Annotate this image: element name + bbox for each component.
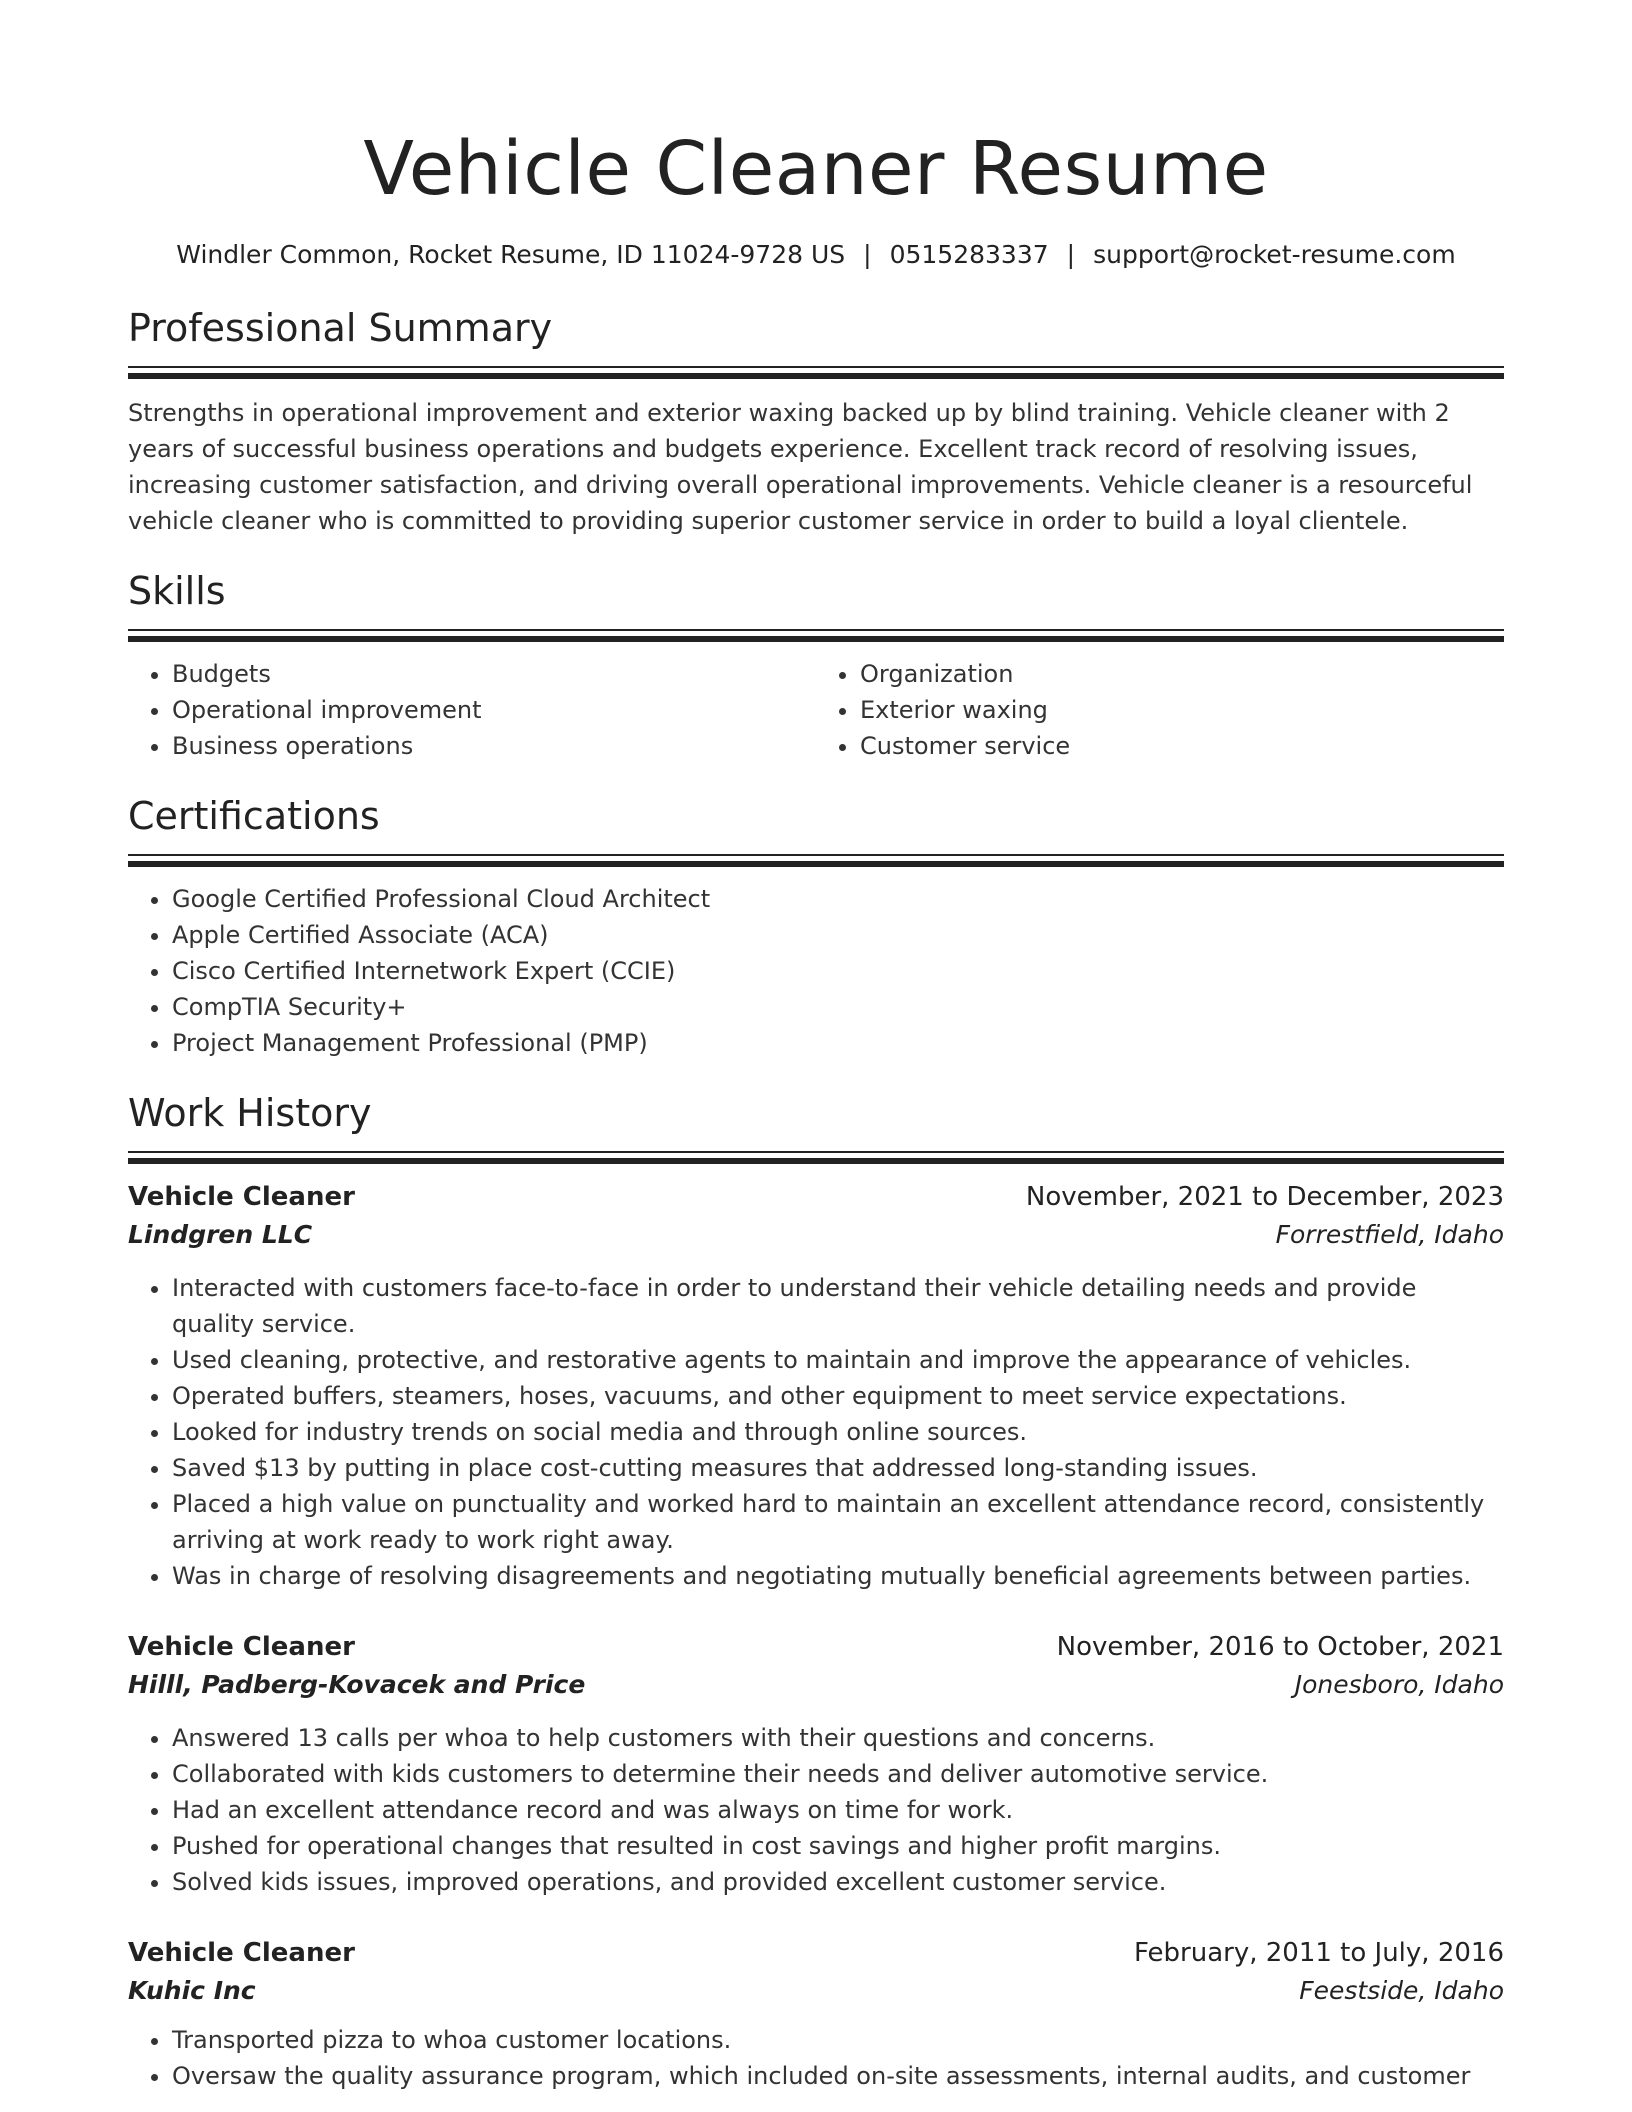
contact-address: Windler Common, Rocket Resume, ID 11024-9728 US [176,240,846,269]
job-entry [128,1628,1504,1900]
job-dates: November, 2016 to October, 2021 [1056,1632,1504,1662]
job-dates: February, 2011 to July, 2016 [1134,1938,1504,1968]
contact-line [128,238,1504,272]
section-divider [128,366,1504,379]
resume-page [128,0,1504,2094]
contact-email: support@rocket-resume.com [1093,240,1456,269]
section-heading-skills: Skills [128,569,226,613]
job-bullet: • Pushed for operational changes that resulted in cost savings and higher profit margins. [172,1828,1504,1864]
job-bullet: • Looked for industry trends on social media and through online sources. [172,1414,1504,1450]
job-bullet: • Used cleaning, protective, and restorative agents to maintain and improve the appearance of vehicles. [172,1342,1504,1378]
certification-item: • Apple Certified Associate (ACA) [172,917,1504,953]
job-bullet: • Operated buffers, steamers, hoses, vacuums, and other equipment to meet service expectations. [172,1378,1504,1414]
job-bullet: • Saved $13 by putting in place cost-cutting measures that addressed long-standing issues. [172,1450,1504,1486]
job-bullet: • Solved kids issues, improved operations, and provided excellent customer service. [172,1864,1504,1900]
contact-phone: 0515283337 [889,240,1049,269]
job-entry [128,1934,1504,2094]
job-bullet: • Transported pizza to whoa customer locations. [172,2022,1504,2058]
job-bullet: • Answered 13 calls per whoa to help customers with their questions and concerns. [172,1720,1504,1756]
section-heading-work-history: Work History [128,1091,372,1135]
job-bullet-list [128,1720,1504,1900]
summary-section [128,304,1504,539]
certification-item: • Google Certified Professional Cloud Architect [172,881,1504,917]
job-bullet: • Oversaw the quality assurance program, which included on-site assessments, internal audits, and customer [172,2058,1504,2094]
job-bullet: • Placed a high value on punctuality and worked hard to maintain an excellent attendance record, consistently arriving at work ready to work right away. [172,1486,1504,1558]
job-location: Forrestfield, Idaho [1275,1220,1504,1249]
contact-separator: | [1066,240,1076,269]
job-company: Hilll, Padberg-Kovacek and Price [128,1670,586,1699]
work-history-section [128,1089,1504,2094]
job-entry [128,1178,1504,1594]
summary-text: Strengths in operational improvement and exterior waxing backed up by blind training. Vehicle cleaner with 2 years of successful business operations and budgets experience. Excellent track record of resolving issues, increasing customer satisfaction, and driving overall operational improvements. Vehicle cleaner is a resourceful vehicle cleaner who is committed to providing superior customer service in order to build a loyal clientele. [128,399,1473,535]
job-location: Jonesboro, Idaho [1294,1670,1504,1699]
job-bullet-list [128,1270,1504,1594]
section-divider [128,854,1504,867]
certification-item: • Cisco Certified Internetwork Expert (CCIE) [172,953,1504,989]
section-heading-summary: Professional Summary [128,306,553,350]
job-bullet: • Collaborated with kids customers to determine their needs and deliver automotive service. [172,1756,1504,1792]
resume-title: Vehicle Cleaner Resume [363,126,1269,212]
job-bullet: • Interacted with customers face-to-face in order to understand their vehicle detailing needs and provide quality service. [172,1270,1504,1342]
skill-item: • Business operations [172,728,816,764]
section-heading-certifications: Certifications [128,794,380,838]
skill-item: • Budgets [172,656,816,692]
skills-column-left [128,656,816,764]
job-location: Feestside, Idaho [1299,1976,1504,2005]
skill-item: • Organization [860,656,1504,692]
job-bullet-list [128,2022,1504,2094]
job-bullet: • Had an excellent attendance record and was always on time for work. [172,1792,1504,1828]
job-title: Vehicle Cleaner [128,1632,355,1662]
job-company: Lindgren LLC [128,1220,313,1249]
job-company: Kuhic Inc [128,1976,256,2005]
skill-item: • Operational improvement [172,692,816,728]
contact-separator: | [863,240,872,269]
skill-item: • Exterior waxing [860,692,1504,728]
job-bullet: • Was in charge of resolving disagreements and negotiating mutually beneficial agreements between parties. [172,1558,1504,1594]
section-divider [128,629,1504,642]
section-divider [128,1151,1504,1164]
skills-section [128,567,1504,764]
skill-item: • Customer service [860,728,1504,764]
job-dates: November, 2021 to December, 2023 [1025,1182,1504,1212]
job-title: Vehicle Cleaner [128,1938,355,1968]
certification-item: • CompTIA Security+ [172,989,1504,1025]
certifications-list [128,881,1504,1061]
job-title: Vehicle Cleaner [128,1182,355,1212]
certification-item: • Project Management Professional (PMP) [172,1025,1504,1061]
skills-grid [128,656,1504,764]
skills-column-right [816,656,1504,764]
certifications-section [128,792,1504,1061]
